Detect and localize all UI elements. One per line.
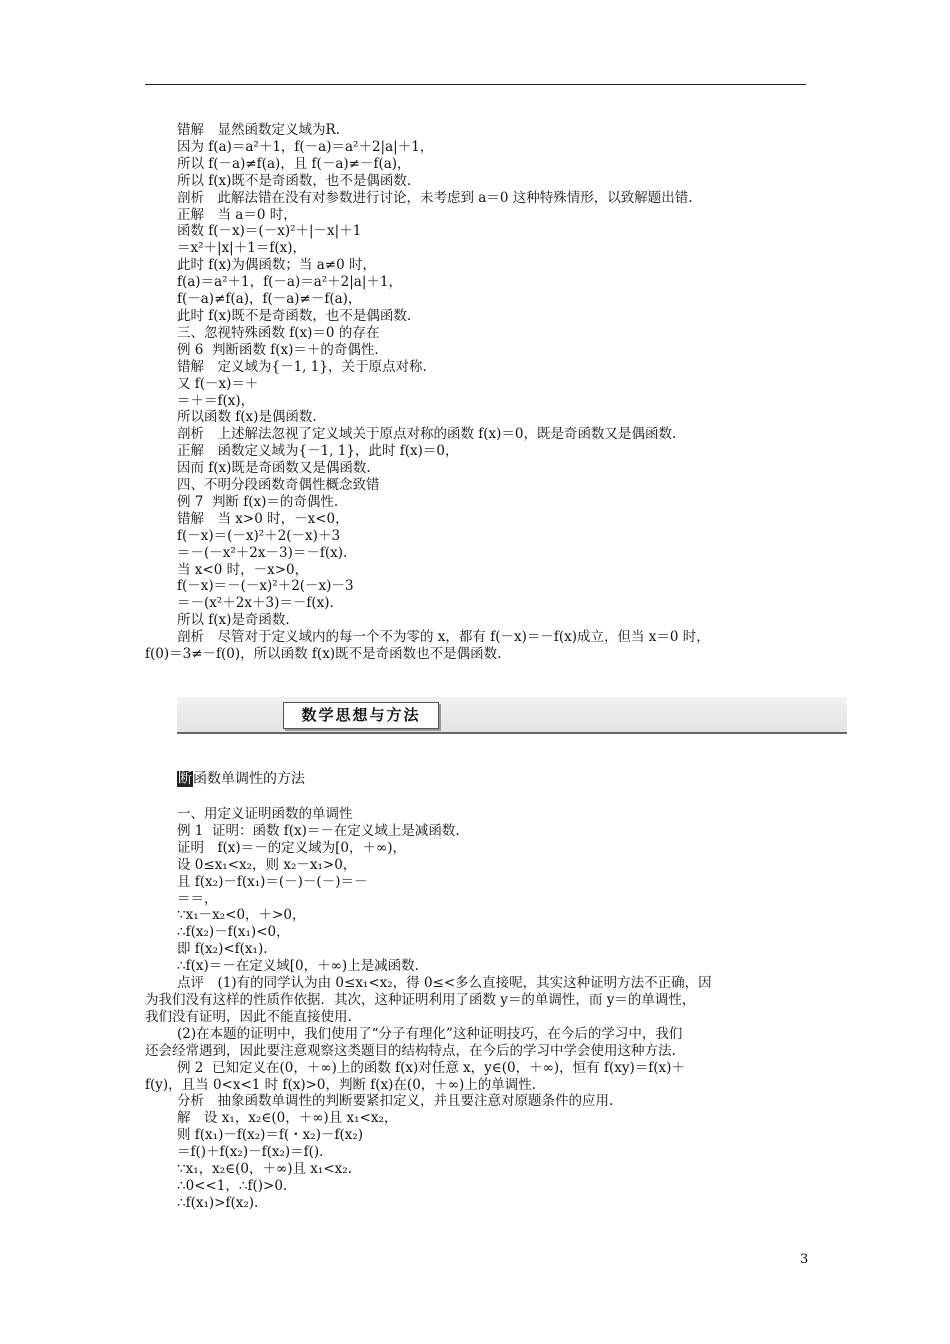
text-line: f(y)，且当 0<x<1 时 f(x)>0，判断 f(x)在(0，＋∞)上的单调性. bbox=[145, 1076, 537, 1093]
text-block-methods bbox=[145, 806, 810, 1212]
text-block-errors bbox=[145, 122, 810, 663]
text-line: 且 f(x₂)－f(x₁)＝(－)－(－)＝－ bbox=[177, 873, 368, 890]
text-line: ∵x₁－x₂<0，＋>0， bbox=[177, 907, 306, 924]
text-line: 即 f(x₂)<f(x₁). bbox=[177, 941, 268, 958]
section-banner bbox=[177, 697, 847, 734]
text-line: 分析 抽象函数单调性的判断要紧扣定义，并且要注意对原题条件的应用. bbox=[177, 1093, 614, 1110]
text-line: f(－x)＝－(－x)²＋2(－x)－3 bbox=[177, 578, 354, 595]
text-line: 错解 定义域为{－1, 1}，关于原点对称. bbox=[177, 358, 427, 375]
text-line: 我们没有证明，因此不能直接使用. bbox=[145, 1008, 352, 1025]
text-line: 因而 f(x)既是奇函数又是偶函数. bbox=[177, 460, 371, 477]
text-line: 则 f(x₁)－f(x₂)＝f(・x₂)－f(x₂) bbox=[177, 1127, 364, 1144]
text-line: (2)在本题的证明中，我们使用了“分子有理化”这种证明技巧，在今后的学习中，我们 bbox=[177, 1025, 683, 1042]
text-line: ＝－(－x²＋2x－3)＝－f(x). bbox=[177, 544, 348, 561]
text-line: 剖析 上述解法忽视了定义域关于原点对称的函数 f(x)＝0，既是奇函数又是偶函数. bbox=[177, 426, 677, 443]
text-line: 正解 当 a＝0 时， bbox=[177, 206, 297, 223]
text-line: ∴f(x)＝－在定义域[0，＋∞)上是减函数. bbox=[177, 958, 419, 975]
section-banner-title: 数学思想与方法 bbox=[283, 702, 439, 729]
text-line: 因为 f(a)＝a²＋1，f(－a)＝a²＋2|a|＋1， bbox=[177, 138, 434, 155]
page-number: 3 bbox=[800, 1252, 809, 1267]
text-line: ＝－(x²＋2x＋3)＝－f(x). bbox=[177, 595, 334, 612]
text-line: ＝＝， bbox=[177, 890, 218, 907]
text-line: 所以 f(－a)≠f(a)，且 f(－a)≠－f(a)， bbox=[177, 155, 411, 172]
text-line: 错解 显然函数定义域为R. bbox=[177, 122, 340, 138]
text-line: 所以 f(x)既不是奇函数，也不是偶函数. bbox=[177, 172, 412, 189]
text-line: ＝＋＝f(x)， bbox=[177, 392, 255, 409]
text-line: 证明 f(x)＝－的定义域为[0，＋∞)， bbox=[177, 839, 407, 856]
text-line: 例 7 判断 f(x)＝的奇偶性. bbox=[177, 493, 339, 510]
text-line: 设 0≤x₁<x₂，则 x₂－x₁>0， bbox=[177, 856, 357, 873]
text-line: f(－a)≠f(a)，f(－a)≠－f(a)， bbox=[177, 291, 362, 308]
text-line: 剖析 此解法错在没有对参数进行讨论，未考虑到 a＝0 这种特殊情形，以致解题出错. bbox=[177, 189, 693, 206]
text-line: ＝f()＋f(x₂)－f(x₂)＝f(). bbox=[177, 1144, 324, 1161]
text-line: 三、忽视特殊函数 f(x)＝0 的存在 bbox=[177, 324, 380, 341]
text-line: 此时 f(x)既不是奇函数，也不是偶函数. bbox=[177, 307, 412, 324]
text-line: 剖析 尽管对于定义域内的每一个不为零的 x，都有 f(－x)＝－f(x)成立，但当 x＝0 时， bbox=[177, 629, 710, 646]
text-line: f(a)＝a²＋1，f(－a)＝a²＋2|a|＋1， bbox=[177, 274, 402, 291]
text-line: f(0)＝3≠－f(0)，所以函数 f(x)既不是奇函数也不是偶函数. bbox=[145, 646, 502, 663]
header-rule bbox=[145, 84, 806, 85]
text-line: 正解 函数定义域为{－1, 1}，此时 f(x)＝0， bbox=[177, 443, 459, 460]
text-line: ＝x²＋|x|＋1＝f(x)， bbox=[177, 240, 306, 257]
text-line: ∴f(x₁)>f(x₂). bbox=[177, 1194, 259, 1211]
text-line: 所以 f(x)是奇函数. bbox=[177, 612, 290, 629]
text-line: ∴f(x₂)－f(x₁)<0， bbox=[177, 924, 290, 941]
text-line: 此时 f(x)为偶函数；当 a≠0 时， bbox=[177, 257, 376, 274]
subheading bbox=[177, 771, 305, 788]
text-line: 又 f(－x)＝＋ bbox=[177, 375, 259, 392]
text-line: 错解 当 x>0 时，－x<0， bbox=[177, 510, 349, 527]
text-line: 点评 (1)有的同学认为由 0≤x₁<x₂，得 0≤<多么直接呢，其实这种证明方法不正确，因 bbox=[177, 975, 712, 992]
text-line: 为我们没有这样的性质作依据．其次，这种证明利用了函数 y＝的单调性，而 y＝的单调性， bbox=[145, 991, 696, 1008]
text-line: 例 1 证明：函数 f(x)＝－在定义域上是减函数. bbox=[177, 822, 460, 839]
text-line: 例 6 判断函数 f(x)＝＋的奇偶性. bbox=[177, 341, 379, 358]
text-line: ∵x₁，x₂∈(0，＋∞)且 x₁<x₂. bbox=[177, 1161, 352, 1178]
text-line: 所以函数 f(x)是偶函数. bbox=[177, 409, 317, 426]
subheading-mark: 断 bbox=[178, 771, 192, 787]
text-line: 还会经常遇到，因此要注意观察这类题目的结构特点，在今后的学习中学会使用这种方法. bbox=[145, 1042, 676, 1059]
subheading-text: 函数单调性的方法 bbox=[193, 771, 305, 787]
text-line: 一、用定义证明函数的单调性 bbox=[177, 806, 353, 822]
text-line: 例 2 已知定义在(0，＋∞)上的函数 f(x)对任意 x，y∈(0，＋∞)，恒有 f(xy)＝f(x)＋ bbox=[177, 1059, 685, 1076]
text-line: ∴0<<1，∴f()>0. bbox=[177, 1177, 288, 1194]
text-line: 当 x<0 时，－x>0， bbox=[177, 561, 309, 578]
text-line: 函数 f(－x)＝(－x)²＋|－x|＋1 bbox=[177, 223, 362, 240]
text-line: f(－x)＝(－x)²＋2(－x)＋3 bbox=[177, 527, 341, 544]
text-line: 解 设 x₁，x₂∈(0，＋∞)且 x₁<x₂， bbox=[177, 1110, 398, 1127]
text-line: 四、不明分段函数奇偶性概念致错 bbox=[177, 477, 380, 494]
